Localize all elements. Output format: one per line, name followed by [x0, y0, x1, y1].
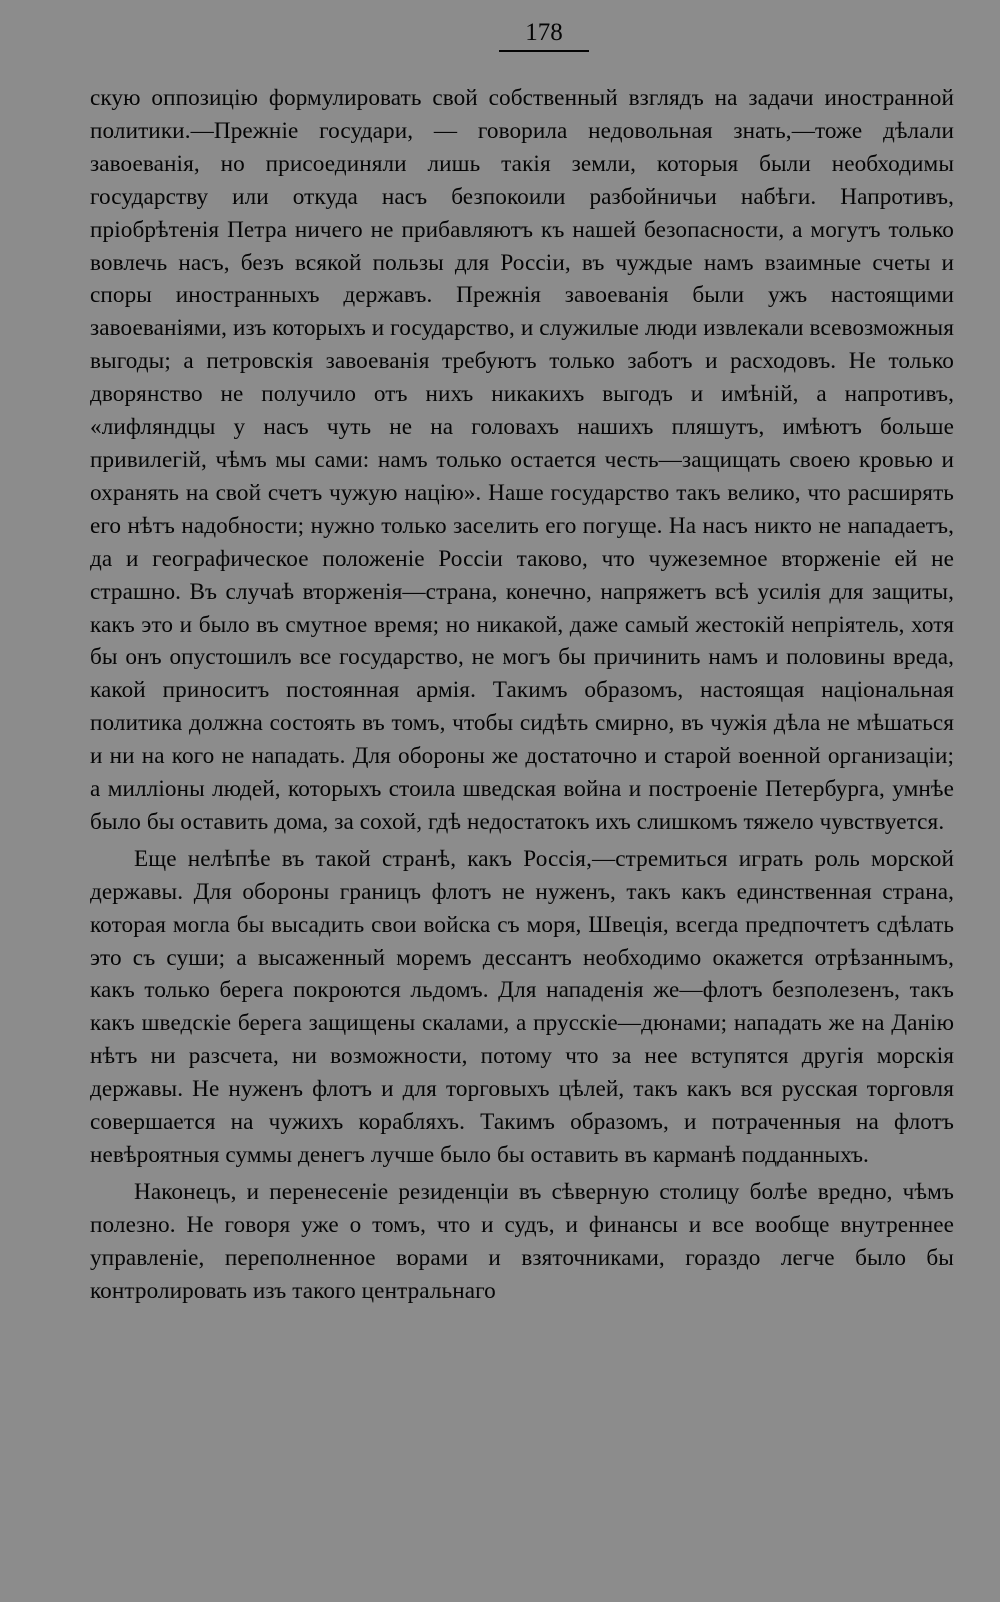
page-header [114, 18, 974, 52]
page-number: 178 [499, 18, 589, 52]
paragraph-3: Наконецъ, и перенесеніе резиденціи въ сѣверную столицу болѣе вредно, чѣмъ полезно. Не говоря уже о томъ, что и судъ, и финансы и все вообще внутреннее управленіе, переполненное ворами и взяточниками, гораздо легче было бы контролировать изъ такого центральнаго [90, 1178, 954, 1304]
paragraph-2: Еще нелѣпѣе въ такой странѣ, какъ Россія,—стремиться играть роль морской державы. Для обороны границъ флотъ не нуженъ, такъ какъ единственная страна, которая могла бы высадить свои войска съ моря, Швеція, всегда предпочтетъ сдѣлать это съ суши; а высаженный моремъ дессантъ необходимо окажется отрѣзаннымъ, какъ только берега покроются льдомъ. Для нападенія же—флотъ безполезенъ, такъ какъ шведскіе берега защищены скалами, а прусскіе—дюнами; нападать же на Данію нѣтъ ни разсчета, ни возможности, потому что за нее вступятся другія морскія державы. Не нуженъ флотъ и для торговыхъ цѣлей, такъ какъ вся русская торговля совершается на чужихъ корабляхъ. Такимъ образомъ, и потраченныя на флотъ невѣроятныя суммы денегъ лучше было бы оставить въ карманѣ подданныхъ. [90, 845, 954, 1168]
body-text [90, 82, 954, 1308]
paragraph-1: скую оппозицію формулировать свой собственный взглядъ на задачи иностранной политики.—Прежніе государи, — говорила недовольная знать,—тоже дѣлали завоеванія, но присоединяли лишь такія земли, которыя были необходимы государству или откуда насъ безпокоили разбойничьи набѣги. Напротивъ, пріобрѣтенія Петра ничего не прибавляютъ къ нашей безопасности, а могутъ только вовлечь насъ, безъ всякой пользы для Россіи, въ чуждые намъ взаимные счеты и споры иностранныхъ державъ. Прежнія завоеванія были ужъ настоящими завоеваніями, изъ которыхъ и государство, и служилые люди извлекали всевозможныя выгоды; а петровскія завоеванія требуютъ только заботъ и расходовъ. Не только дворянство не получило отъ нихъ никакихъ выгодъ и имѣній, а напротивъ, «лифляндцы у насъ чуть не на головахъ нашихъ пляшутъ, имѣютъ больше привилегій, чѣмъ мы сами: намъ только остается честь—защищать своею кровью и охранять на свой счетъ чужую націю». Наше государство такъ велико, что расширять его нѣтъ надобности; нужно только заселить его погуще. На насъ никто не нападаетъ, да и географическое положеніе Россіи таково, что чужеземное вторженіе ей не страшно. Въ случаѣ вторженія—страна, конечно, напряжетъ всѣ усилія для защиты, какъ это и было въ смутное время; но никакой, даже самый жестокій непріятель, хотя бы онъ опустошилъ все государство, не могъ бы причинить намъ и половины вреда, какой приноситъ постоянная армія. Такимъ образомъ, настоящая національная политика должна состоять въ томъ, чтобы сидѣть смирно, въ чужія дѣла не мѣшаться и ни на кого не нападать. Для обороны же достаточно и старой военной организаціи; а милліоны людей, которыхъ стоила шведская война и построеніе Петербурга, умнѣе было бы оставить дома, за сохой, гдѣ недостатокъ ихъ слишкомъ тяжело чувствуется. [90, 85, 954, 835]
